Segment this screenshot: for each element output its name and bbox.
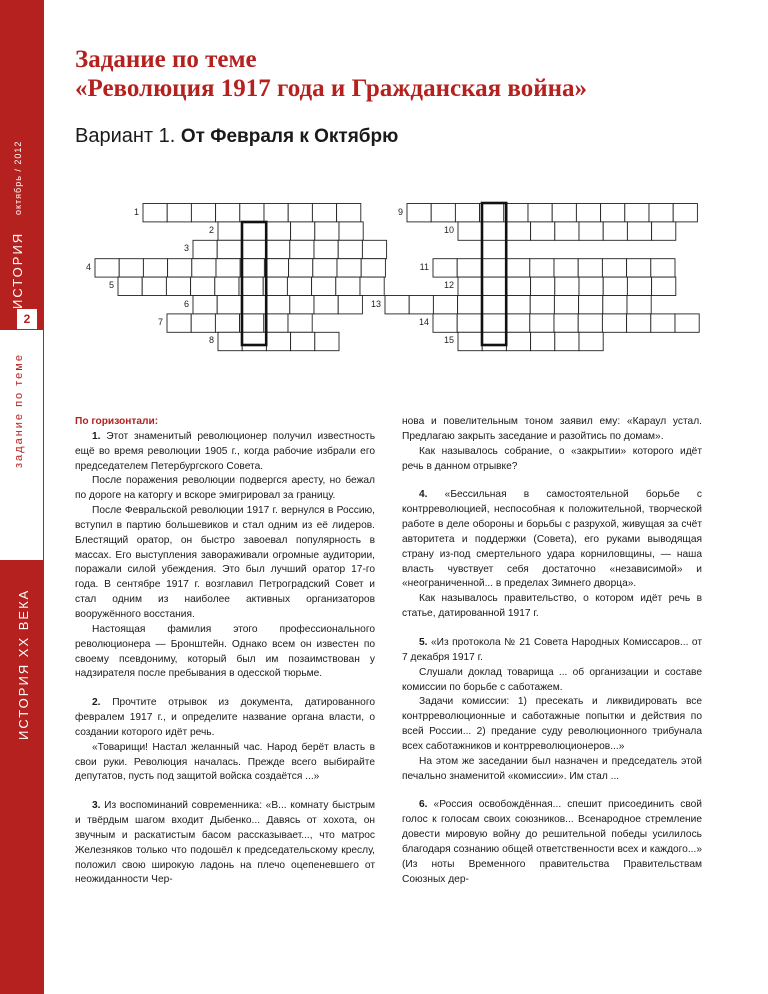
crossword-cell [312,204,336,222]
crossword-cell [603,296,627,314]
crossword-cell [312,277,336,295]
title-line-2: «Революция 1917 года и Гражданская война» [75,75,588,102]
crossword-cell [191,314,215,332]
crossword-cell [266,222,290,240]
sidebar-history-label: ИСТОРИЯ [10,231,25,309]
crossword-cell [287,277,311,295]
crossword-cell [457,314,481,332]
crossword-cell [576,204,600,222]
crossword-cell [288,314,312,332]
clue-number-7: 7 [157,316,163,327]
variant-prefix: Вариант 1. [75,125,181,147]
q4-paragraph-2: Как называлось правительство, о котором идёт речь в статье, датированной 1917 г. [402,593,702,620]
text-column-right [402,415,702,887]
crossword-cell [217,296,241,314]
crossword-cell [531,277,555,295]
crossword-cell [290,296,314,314]
crossword-cell [241,296,265,314]
crossword-cell [240,204,264,222]
crossword-cell [167,314,191,332]
q2-number: 2. [92,697,101,709]
crossword-cell [482,277,506,295]
q1-paragraph-3: После Февральской революции 1917 г. вернулся в Россию, вступил в партию большевиков и стал одним из её лидеров. Блестящий оратор, он быстро завоевал популярность в массах. Его выступления завораживали огромные аудитории, поражали силой убеждения. Это был лучший оратор 17-го года. В сентябре 1917 г. возглавил Петроградский Совет и стал одним из наиболее активных организаторов вооружённого восстания. [75,505,375,620]
crossword-cell [314,240,338,258]
crossword-cell [142,277,166,295]
crossword-cell [579,296,603,314]
crossword-cell [266,240,290,258]
crossword-cell [433,296,457,314]
crossword-cell [579,332,603,350]
crossword-cell [506,314,530,332]
q6-text: «Россия освобождённая... спешит присоединить свой голос к голосам своих союзников... Всенародное стремление довести мировую войну до решительной победы усилилось благодаря сознанию общей ответственности всех и каждого...» (Из ноты Временного правительства Правительствам Союзных дер- [402,799,702,885]
crossword-cell [627,222,651,240]
crossword-cell [336,277,360,295]
q3-paragraph-2: Как называлось собрание, о «закрытии» которого идёт речь в данном отрывке? [402,445,702,472]
crossword-cell [218,332,242,350]
crossword-cell [315,222,339,240]
crossword-cell [652,277,676,295]
crossword-cell [506,222,530,240]
q2-text: Прочтите отрывок из документа, датированного февралем 1917 г., и определите название органа власти, о создании которого идёт речь. [75,697,375,738]
q5-paragraph-3: Задачи комиссии: 1) пресекать и ликвидировать все контрреволюционные и саботажные попытки и действия по всей России... 2) предание суду революционного трибунала всех саботажников и контрреволюционеров...» [402,696,702,752]
crossword-cell [555,277,579,295]
crossword-cell [119,259,143,277]
clue-number-15: 15 [443,335,454,346]
crossword-cell [266,332,290,350]
question-5 [402,636,702,666]
q3-continuation: нова и повелительным тоном заявил ему: «Караул устал. Предлагаю закрыть заседание и разойтись по домам». [402,416,702,442]
crossword-cell [506,296,530,314]
crossword-cell [481,314,505,332]
crossword-cell [95,259,119,277]
clue-number-3: 3 [183,243,189,254]
crossword-cell [431,204,455,222]
crossword-cell [649,204,673,222]
crossword-cell [218,222,242,240]
clue-number-6: 6 [183,298,189,309]
crossword-cell [578,314,602,332]
sidebar-date: октябрь / 2012 [13,140,23,215]
crossword-cell [289,259,313,277]
clue-number-4: 4 [85,261,91,272]
crossword-cell [315,332,339,350]
crossword-cell [603,222,627,240]
crossword-cell [481,259,505,277]
crossword-cell [291,222,315,240]
crossword-cell [313,259,337,277]
clue-number-14: 14 [418,316,429,327]
crossword-cell [627,259,651,277]
crossword-cell [579,277,603,295]
question-2 [75,696,375,741]
q1-paragraph-2: После поражения революции подвергся аресту, но бежал по дороге на каторгу и вскоре эмигрировал за границу. [75,475,375,502]
crossword-cell [627,277,651,295]
crossword-cell [458,332,482,350]
crossword-cell [409,296,433,314]
crossword-cell [458,277,482,295]
variant-name: От Февраля к Октябрю [180,126,399,147]
crossword-cell [168,259,192,277]
crossword-cell [531,332,555,350]
crossword-cell [360,277,384,295]
crossword-cell [625,204,649,222]
clue-number-11: 11 [419,261,429,272]
crossword-cell [651,259,675,277]
question-3 [75,799,375,888]
crossword-cell [651,314,675,332]
crossword-cell [603,277,627,295]
crossword-cell [555,222,579,240]
crossword-cell [482,332,506,350]
crossword-cell [554,296,578,314]
clue-number-2: 2 [208,224,214,235]
crossword-cell [118,277,142,295]
horizontal-heading: По горизонтали: [75,416,159,427]
clue-number-9: 9 [397,206,403,217]
crossword-cell [578,259,602,277]
crossword-cell [167,204,191,222]
crossword-cell [215,314,239,332]
crossword-cell [506,259,530,277]
crossword-cell [528,204,552,222]
crossword-cell [291,332,315,350]
crossword-cell [192,259,216,277]
clue-number-1: 1 [133,206,139,217]
crossword-cell [290,240,314,258]
crossword-cell [673,204,697,222]
crossword-cell [652,222,676,240]
q1-paragraph-4: Настоящая фамилия этого профессионального революционера — Бронштейн. Однако всем он известен по своему псевдониму, который был им позаимствован у надзирателя после пребывания в одесской тюрьме. [75,623,375,680]
clue-number-12: 12 [443,280,454,291]
crossword-cell [602,259,626,277]
page-number: 2 [17,309,37,329]
crossword-cell [531,222,555,240]
q5-number: 5. [419,636,428,648]
crossword-cell [242,222,266,240]
crossword-cell [385,296,409,314]
q5-paragraph-2: Слушали доклад товарища ... об организации и составе комиссии по борьбе с саботажем. [402,666,702,693]
crossword-cell [314,296,338,314]
q5-paragraph-4: На этом же заседании был назначен и председатель этой печально знаменитой «комиссии». Им стал ... [402,755,702,782]
crossword-cell [433,259,457,277]
crossword-cell [482,296,506,314]
q2-paragraph-2: «Товарищи! Настал желанный час. Народ берёт власть в свои руки. Революция началась. Прежде всего выбирайте депутатов, пусть под защитой войска создаётся ...» [75,741,375,783]
crossword-cell [506,332,530,350]
crossword-cell [191,277,215,295]
crossword-cell [338,240,362,258]
crossword-cell [361,259,385,277]
text-column-left [75,415,375,888]
crossword-cell [264,204,288,222]
question-1 [75,430,375,475]
crossword-cell [216,259,240,277]
crossword-cell [552,204,576,222]
clue-number-5: 5 [108,280,114,291]
q3-text: Из воспоминаний современника: «В... комнату быстрым и твёрдым шагом входит Дыбенко... Давясь от хохота, он звучным и раскатистым басом рассказывает..., что матрос Железняков только что подошёл к председательскому креслу, положил свою широкую ладонь на плечо оцепеневшего от неожиданности Чер- [75,800,375,886]
clue-number-13: 13 [370,298,381,309]
crossword-cell [602,314,626,332]
crossword-cell [193,240,217,258]
crossword-cell [601,204,625,222]
crossword-cell [554,314,578,332]
clue-number-10: 10 [443,224,454,235]
crossword-cell [627,296,651,314]
crossword-cell [242,332,266,350]
crossword-cell [266,296,290,314]
sidebar-task-label: задание по теме [13,353,25,468]
q4-text: «Бессильная в самостоятельной борьбе с контрреволюцией, неспособная к положительной, творческой работе в деле обороны и борьбы с разрухой, живущая за счёт авторитета и поддержки (Совета), его руками выводящая страну из-под смертельного удара корниловщины, — наша власть чувствует себя достаточно «независимой» и «неограниченной... в пределах Зимнего дворца». [402,489,702,590]
crossword-cell [530,259,554,277]
sidebar-magazine-label: ИСТОРИЯ XX ВЕКА [16,588,31,740]
question-6 [402,798,702,887]
crossword-cell [530,314,554,332]
crossword-cell [288,204,312,222]
q6-number: 6. [419,799,428,811]
crossword-cell [240,259,264,277]
q4-number: 4. [419,489,428,501]
crossword-cell [215,277,239,295]
crossword-cell [339,222,363,240]
crossword-cell [627,314,651,332]
crossword-cell [166,277,190,295]
q3-number: 3. [92,800,101,812]
crossword-cell [555,332,579,350]
crossword-cell [579,222,603,240]
crossword-cell [554,259,578,277]
crossword-cell [337,204,361,222]
q5-text: «Из протокола № 21 Совета Народных Комиссаров... от 7 декабря 1917 г. [402,636,702,663]
crossword-cell [217,240,241,258]
crossword-cell [143,204,167,222]
q1-text: Этот знаменитый революционер получил известность ещё во время революции 1905 г., когда рабочие избрали его председателем Петербургского Совета. [75,430,375,472]
crossword-cell [455,204,479,222]
question-4 [402,488,702,592]
crossword-cell [241,240,265,258]
crossword-cell [193,296,217,314]
crossword-cell [482,222,506,240]
crossword-cell [264,259,288,277]
clue-number-8: 8 [208,335,214,346]
crossword-cell [191,204,215,222]
q1-number: 1. [92,430,101,442]
crossword-cell [458,296,482,314]
crossword-cell [530,296,554,314]
crossword-cell [407,204,431,222]
crossword-cell [457,259,481,277]
crossword-cell [458,222,482,240]
crossword-cell [675,314,699,332]
title-line-1: Задание по теме [75,46,257,73]
crossword-cell [337,259,361,277]
crossword-cell [433,314,457,332]
crossword-cell [216,204,240,222]
crossword-cell [506,277,530,295]
crossword-cell [362,240,386,258]
crossword-cell [143,259,167,277]
